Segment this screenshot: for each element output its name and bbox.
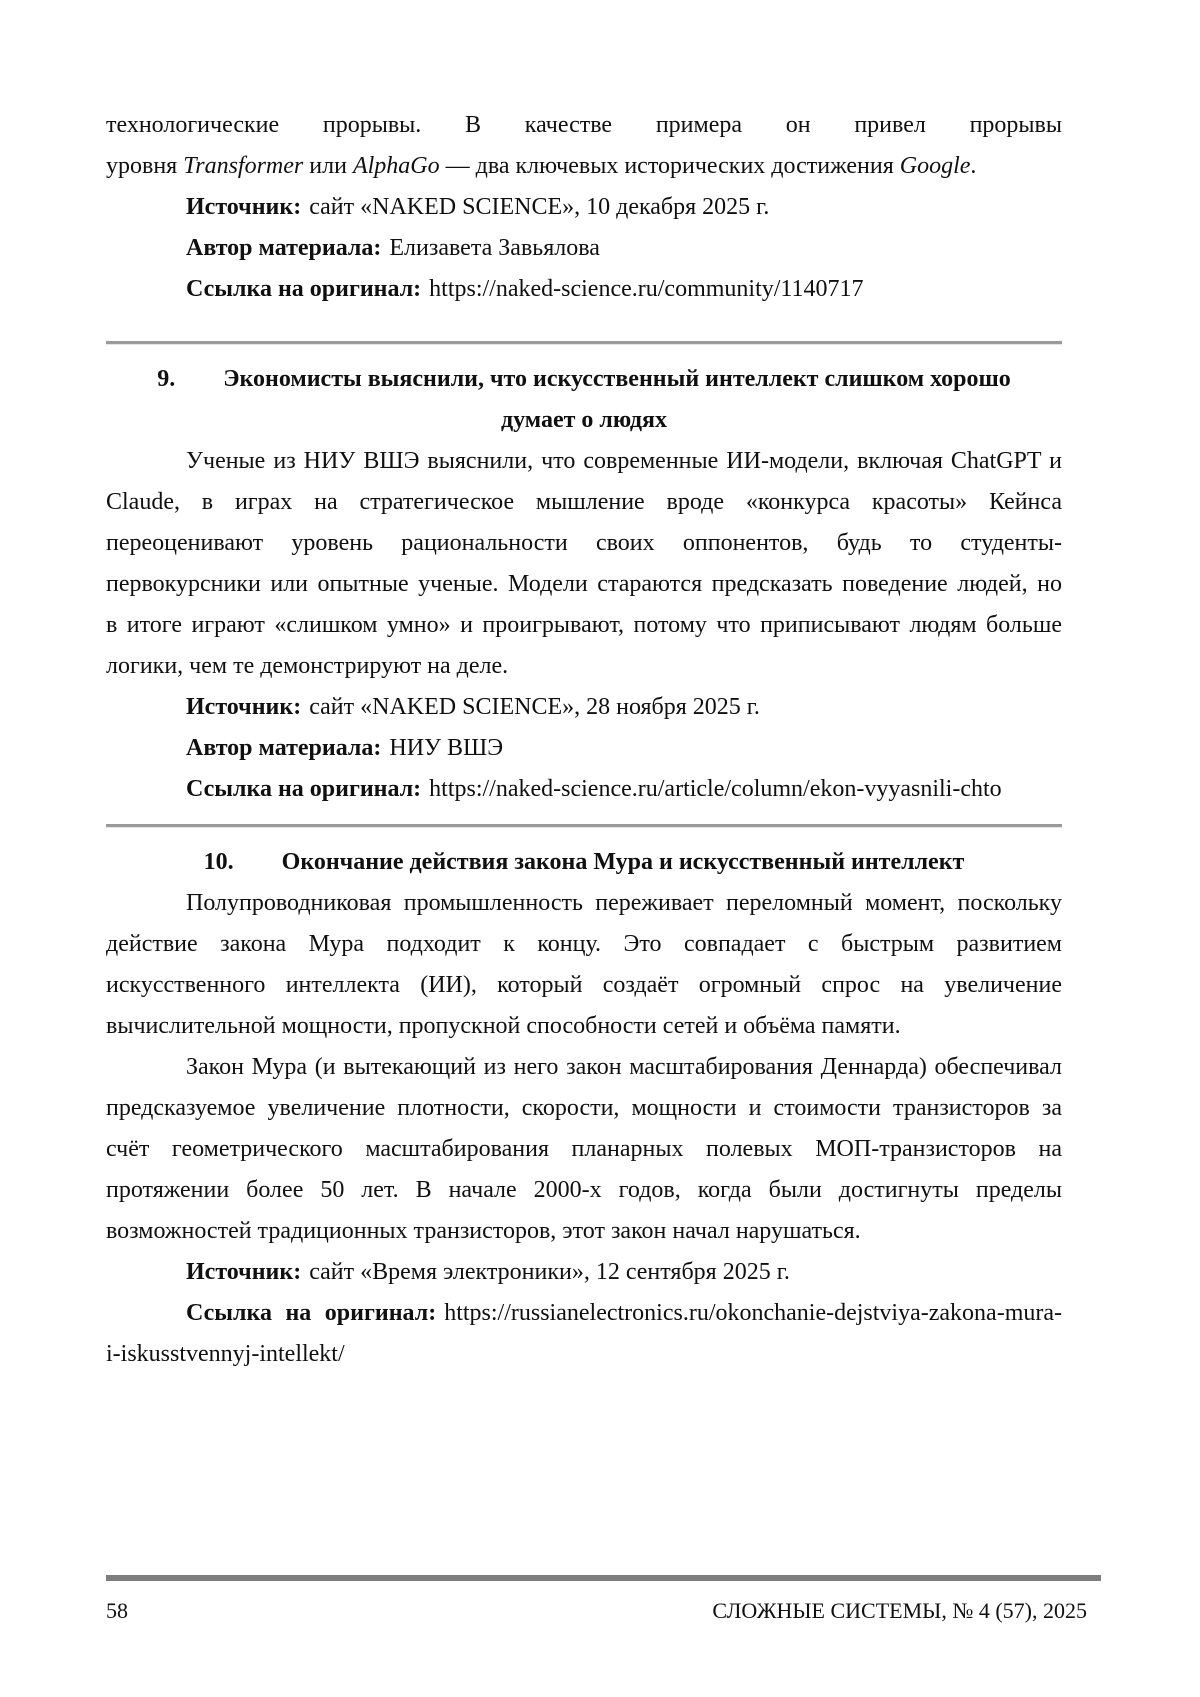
section-divider <box>106 824 1062 828</box>
heading-line <box>106 400 1062 441</box>
page-number: 58 <box>106 1598 128 1623</box>
page-footer <box>106 1596 1087 1626</box>
article10-title: Окончание действия закона Мура и искусственный интеллект <box>281 849 965 875</box>
text-run: или <box>303 153 353 179</box>
footer-rule <box>106 1575 1101 1581</box>
source-label: Источник: <box>186 194 302 220</box>
text-line: действие закона Мура подходит к концу. Это совпадает с быстрым развитием <box>106 931 1062 957</box>
text-line: Claude, в играх на стратегическое мышление вроде «конкурса красоты» Кейнса <box>106 489 1062 515</box>
source-value: сайт «NAKED SCIENCE», 28 ноября 2025 г. <box>309 694 760 720</box>
article10-paragraph-1 <box>106 883 1062 1047</box>
article9-paragraph <box>106 441 1062 687</box>
text-run: уровня <box>106 153 184 179</box>
section-divider <box>106 341 1062 345</box>
text-run: . <box>970 153 977 179</box>
link-line <box>106 269 1062 310</box>
link-url: https://naked-science.ru/community/1140717 <box>429 276 864 302</box>
text-line: протяжении более 50 лет. В начале 2000-х годов, когда были достигнуты пределы <box>106 1177 1062 1203</box>
source-value: сайт «NAKED SCIENCE», 10 декабря 2025 г. <box>309 194 770 220</box>
link-label: Ссылка на оригинал: <box>186 1300 437 1326</box>
article10-number: 10. <box>203 849 234 875</box>
source-label: Источник: <box>186 1259 302 1285</box>
article9-heading <box>106 359 1062 441</box>
text-line: счёт геометрического масштабирования планарных полевых МОП-транзисторов на <box>106 1136 1062 1162</box>
italic-term: AlphaGo <box>352 153 440 179</box>
link-line <box>106 1293 1062 1334</box>
article9-title-line2: думает о людях <box>500 407 667 433</box>
text-line: Полупроводниковая промышленность переживает переломный момент, поскольку <box>186 890 1062 916</box>
article9-number: 9. <box>157 366 176 392</box>
text-line: вычислительной мощности, пропускной способности сетей и объёма памяти. <box>106 1013 901 1039</box>
link-url: https://naked-science.ru/article/column/ekon-vyyasnili-chto <box>429 776 1002 802</box>
link-line <box>106 769 1062 810</box>
link-label: Ссылка на оригинал: <box>186 776 422 802</box>
link-url: i-iskusstvennyj-intellekt/ <box>106 1341 345 1367</box>
italic-term: Google <box>899 153 971 179</box>
link-continuation-line <box>106 1334 1062 1375</box>
article10-heading <box>106 842 1062 883</box>
text-run: — два ключевых исторических достижения <box>439 153 900 179</box>
text-line: логики, чем те демонстрируют на деле. <box>106 653 509 679</box>
text-line: возможностей традиционных транзисторов, этот закон начал нарушаться. <box>106 1218 861 1244</box>
source-line <box>106 1252 1062 1293</box>
heading-line <box>106 842 1062 883</box>
author-line <box>106 728 1062 769</box>
source-label: Источник: <box>186 694 302 720</box>
text-line <box>106 146 1062 187</box>
author-label: Автор материала: <box>186 735 382 761</box>
article9-title-line1: Экономисты выяснили, что искусственный интеллект слишком хорошо <box>223 366 1011 392</box>
text-line: первокурсники или опытные ученые. Модели стараются предсказать поведение людей, но <box>106 571 1062 597</box>
text-line: технологические прорывы. В качестве примера он привел прорывы <box>106 112 1062 138</box>
text-line: искусственного интеллекта (ИИ), который создаёт огромный спрос на увеличение <box>106 972 1062 998</box>
link-label: Ссылка на оригинал: <box>186 276 422 302</box>
text-line: Ученые из НИУ ВШЭ выяснили, что современные ИИ-модели, включая ChatGPT и <box>186 448 1062 474</box>
source-line <box>106 687 1062 728</box>
carryover-paragraph <box>106 105 1062 187</box>
author-label: Автор материала: <box>186 235 382 261</box>
heading-line <box>106 359 1062 400</box>
text-line: в итоге играют «слишком умно» и проигрывают, потому что приписывают людям больше <box>106 612 1062 638</box>
author-value: Елизавета Завьялова <box>389 235 600 261</box>
text-line: Закон Мура (и вытекающий из него закон масштабирования Деннарда) обеспечивал <box>186 1054 1062 1080</box>
author-line <box>106 228 1062 269</box>
journal-reference: СЛОЖНЫЕ СИСТЕМЫ, № 4 (57), 2025 <box>712 1598 1087 1623</box>
source-line <box>106 187 1062 228</box>
author-value: НИУ ВШЭ <box>389 735 504 761</box>
source-value: сайт «Время электроники», 12 сентября 2025 г. <box>309 1259 790 1285</box>
text-line: переоценивают уровень рациональности своих оппонентов, будь то студенты- <box>106 530 1062 556</box>
link-url: https://russianelectronics.ru/okonchanie-dejstviya-zakona-mura- <box>444 1300 1062 1326</box>
italic-term: Transformer <box>183 153 304 179</box>
text-line: предсказуемое увеличение плотности, скорости, мощности и стоимости транзисторов за <box>106 1095 1062 1121</box>
article10-paragraph-2 <box>106 1047 1062 1252</box>
